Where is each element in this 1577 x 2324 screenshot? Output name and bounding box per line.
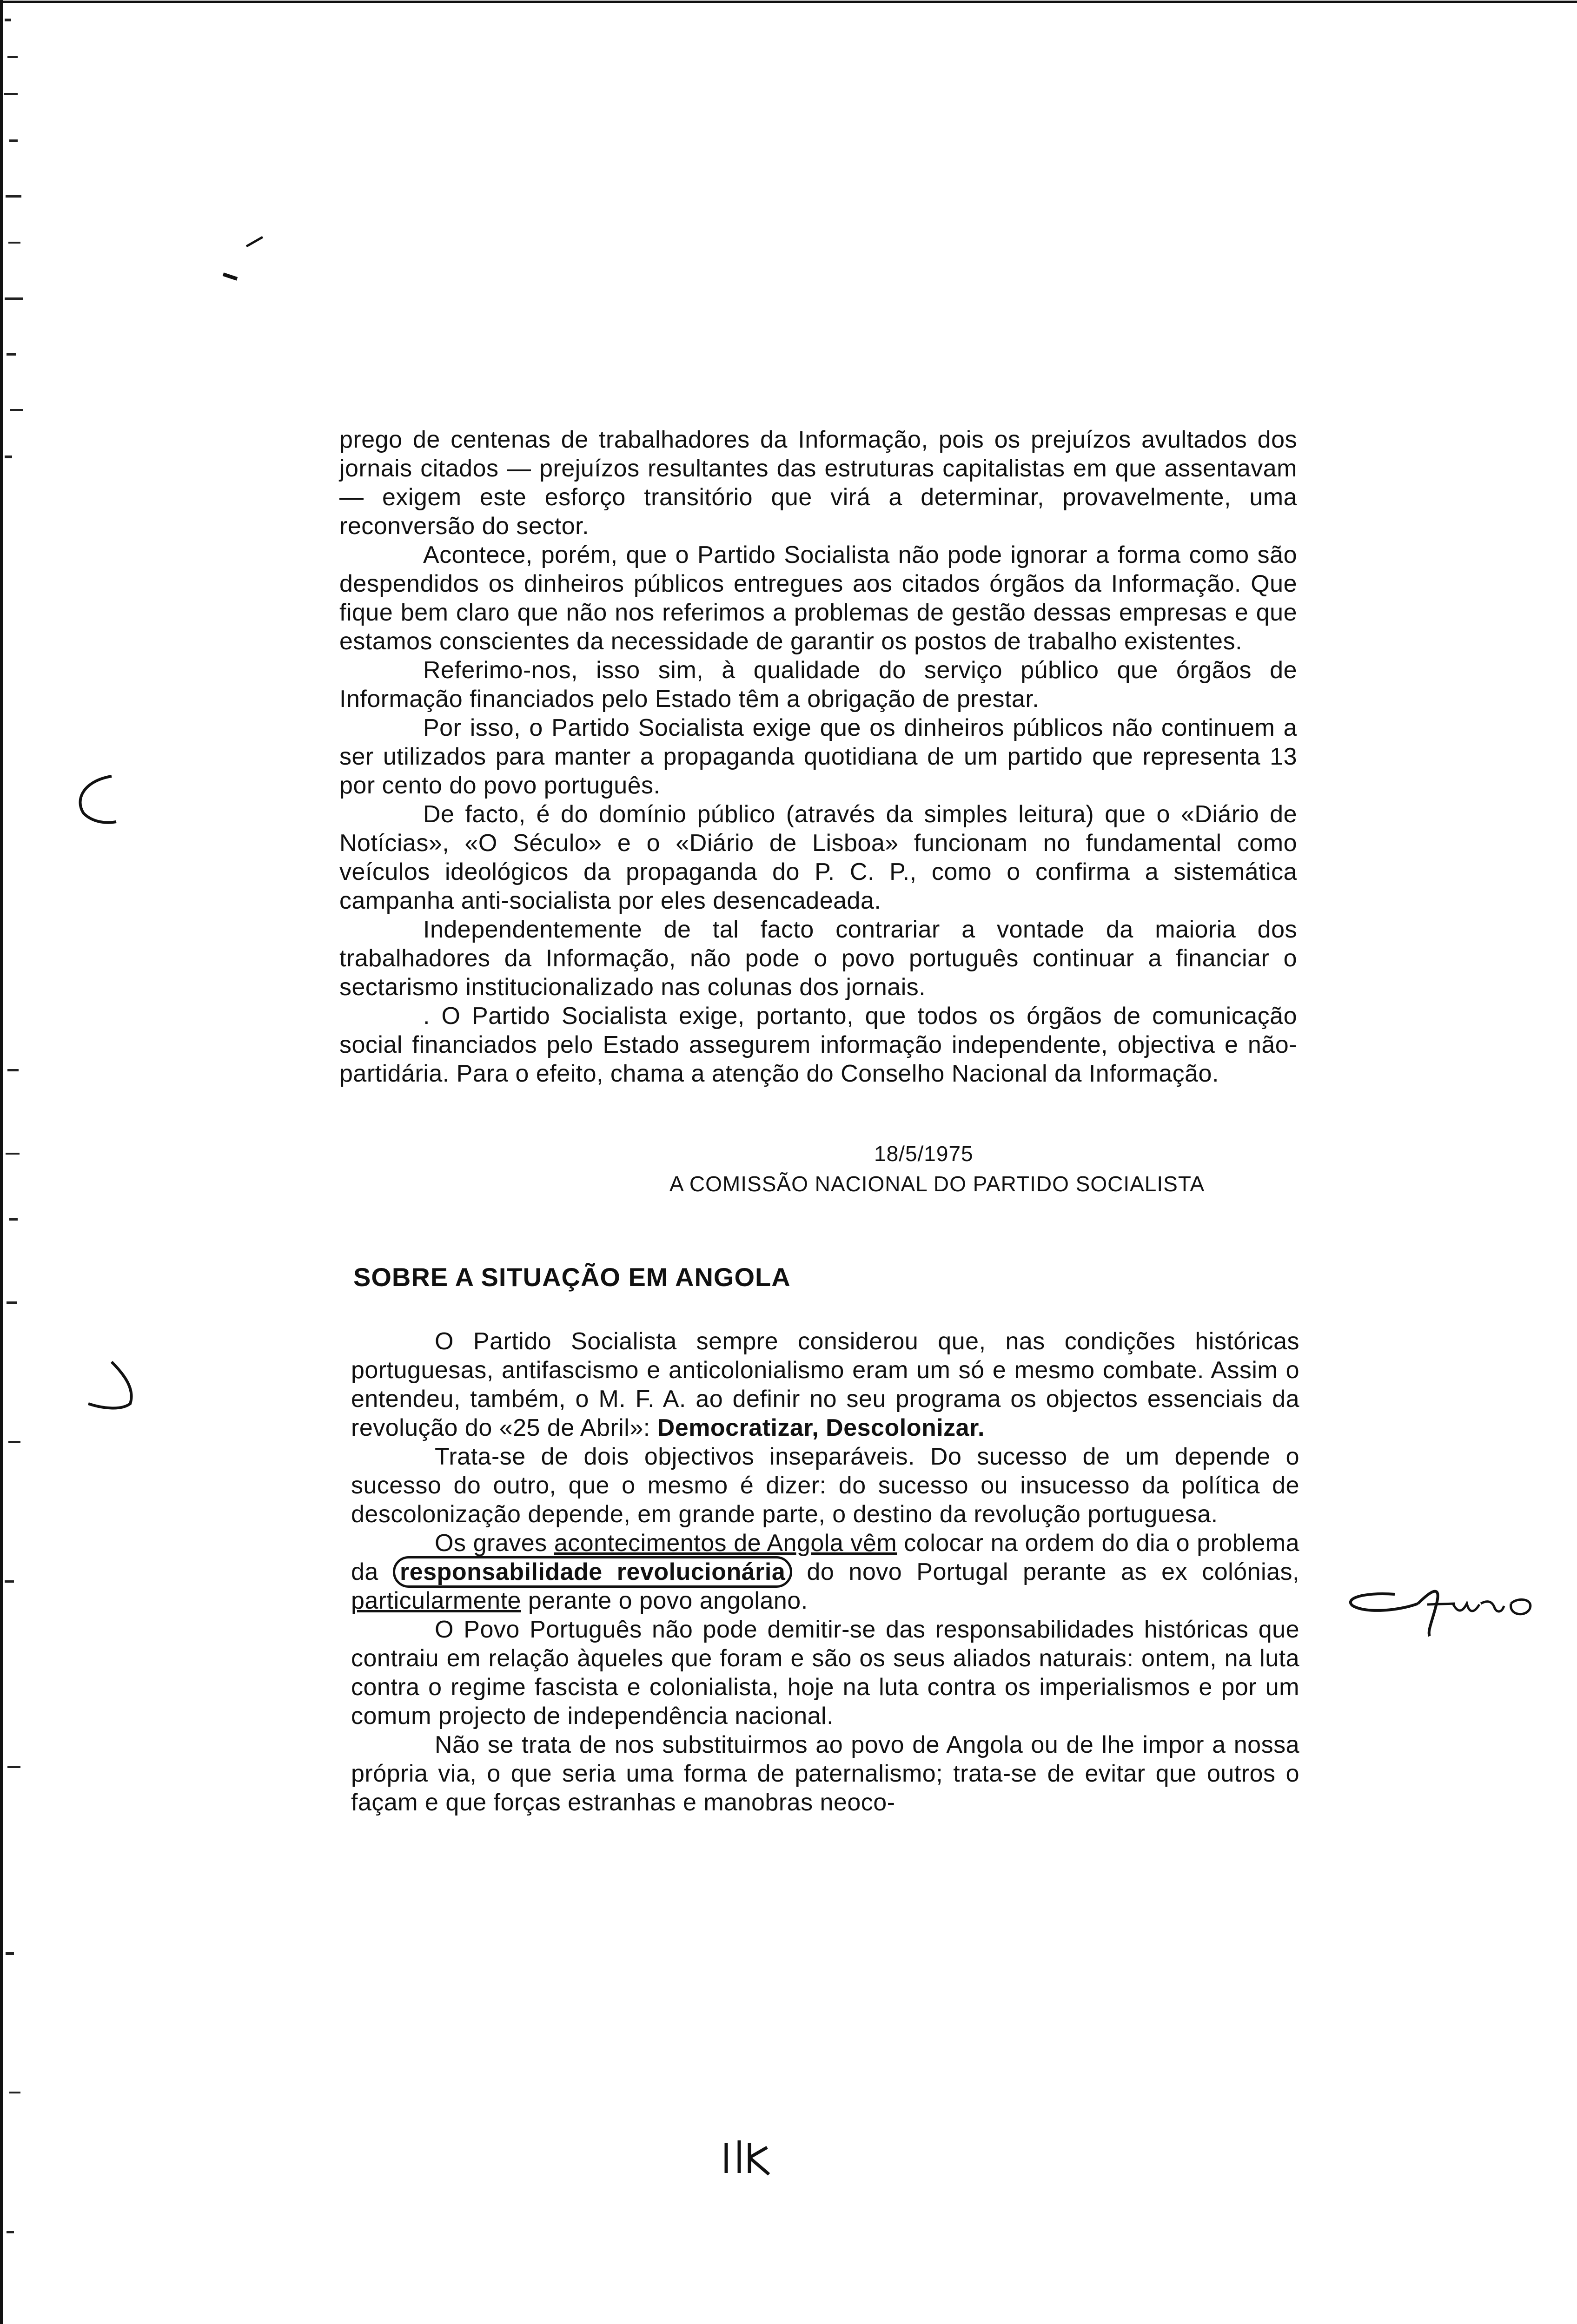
section-title: SOBRE A SITUAÇÃO EM ANGOLA: [353, 1262, 791, 1292]
paragraph: . O Partido Socialista exige, portanto, que todos os órgãos de comunicação social financiados pelo Estado assegurem informação independente, objectiva e não-partidária. Para o efeito, chama a atenção do Conselho Nacional da Informação.: [339, 1003, 1297, 1087]
signature-line: A COMISSÃO NACIONAL DO PARTIDO SOCIALISTA: [669, 1172, 1205, 1196]
top-border-line: [0, 0, 1577, 5]
paragraph: O Povo Português não pode demitir-se das responsabilidades históricas que contraiu em relação àqueles que foram e são os seus aliados naturais: ontem, na luta contra o regime fascista e colonialista, hoje na luta contra os imperialismos e por um comum projecto de independência nacional.: [351, 1616, 1299, 1730]
paragraph: [351, 1529, 1299, 1615]
paragraph: Acontece, porém, que o Partido Socialista não pode ignorar a forma como são despendidos os dinheiros públicos entregues aos citados órgãos da Informação. Que fique bem claro que não nos referimos a problemas de gestão dessas empresas e que estamos conscientes da necessidade de garantir os postos de trabalho existentes.: [339, 541, 1297, 655]
paragraph: De facto, é do domínio público (através da simples leitura) que o «Diário de Notícias», «O Século» e o «Diário de Lisboa» funcionam no fundamental como veículos ideológicos da propaganda do P. C. P., como o confirma a sistemática campanha anti-socialista por eles desencadeada.: [339, 801, 1297, 914]
left-bracket-mark: [65, 772, 121, 832]
handwritten-margin-note: [1334, 1571, 1557, 1645]
paragraph: [351, 1327, 1299, 1442]
paragraph: Por isso, o Partido Socialista exige que os dinheiros públicos não continuem a ser utilizados para manter a propaganda quotidiana de um partido que representa 13 por cento do povo português.: [339, 714, 1297, 799]
paragraph-text: Os graves: [435, 1530, 554, 1557]
paragraph-text: perante o povo angolano.: [521, 1587, 808, 1614]
top-left-tick-mark: [219, 228, 274, 288]
paragraph: Trata-se de dois objectivos inseparáveis. Do sucesso de um depende o sucesso do outro, que o mesmo é dizer: do sucesso ou insucesso da política de descolonização depende, em grande parte, o destino da revolução portuguesa.: [351, 1443, 1299, 1528]
signature-date: 18/5/1975: [874, 1142, 974, 1166]
left-bracket-mark-2: [84, 1357, 149, 1418]
underlined-text: acontecimentos de Angola vêm: [554, 1530, 897, 1557]
text-block-2: [351, 1327, 1299, 1817]
scan-left-edge-noise: [0, 0, 28, 2324]
circled-text: responsabilidade revolucionária: [393, 1556, 792, 1588]
paragraph: Independentemente de tal facto contrariar a vontade da maioria dos trabalhadores da Informação, não pode o povo português continuar a financiar o sectarismo institucionalizado nas colunas dos jornais.: [339, 916, 1297, 1001]
page-number: [721, 2133, 786, 2180]
paragraph-text: colocar na ordem do dia o problema da: [351, 1530, 1300, 1585]
emphasis-text: Democratizar, Descolonizar.: [657, 1414, 985, 1441]
paragraph-text: O Partido Socialista sempre considerou que, nas condições históricas portuguesas, antifascismo e anticolonialismo eram um só e mesmo combate. Assim o entendeu, também, o M. F. A. ao definir no seu programa os objectos essenciais da revolução do «25 de Abril»:: [351, 1328, 1299, 1441]
text-block-1: [339, 425, 1297, 1088]
paragraph: prego de centenas de trabalhadores da Informação, pois os prejuízos avultados dos jornais citados — prejuízos resultantes das estruturas capitalistas em que assentavam — exigem este esforço transitório que virá a determinar, provavelmente, uma reconversão do sector.: [339, 426, 1297, 540]
paragraph: Referimo-nos, isso sim, à qualidade do serviço público que órgãos de Informação financiados pelo Estado têm a obrigação de prestar.: [339, 657, 1297, 713]
paragraph-text: do novo Portugal perante as ex colónias,: [792, 1558, 1299, 1585]
underlined-text: particularmente: [351, 1587, 521, 1614]
paragraph: Não se trata de nos substituirmos ao povo de Angola ou de lhe impor a nossa própria via, o que seria uma forma de paternalismo; trata-se de evitar que outros o façam e que forças estranhas e manobras neoco-: [351, 1731, 1299, 1816]
